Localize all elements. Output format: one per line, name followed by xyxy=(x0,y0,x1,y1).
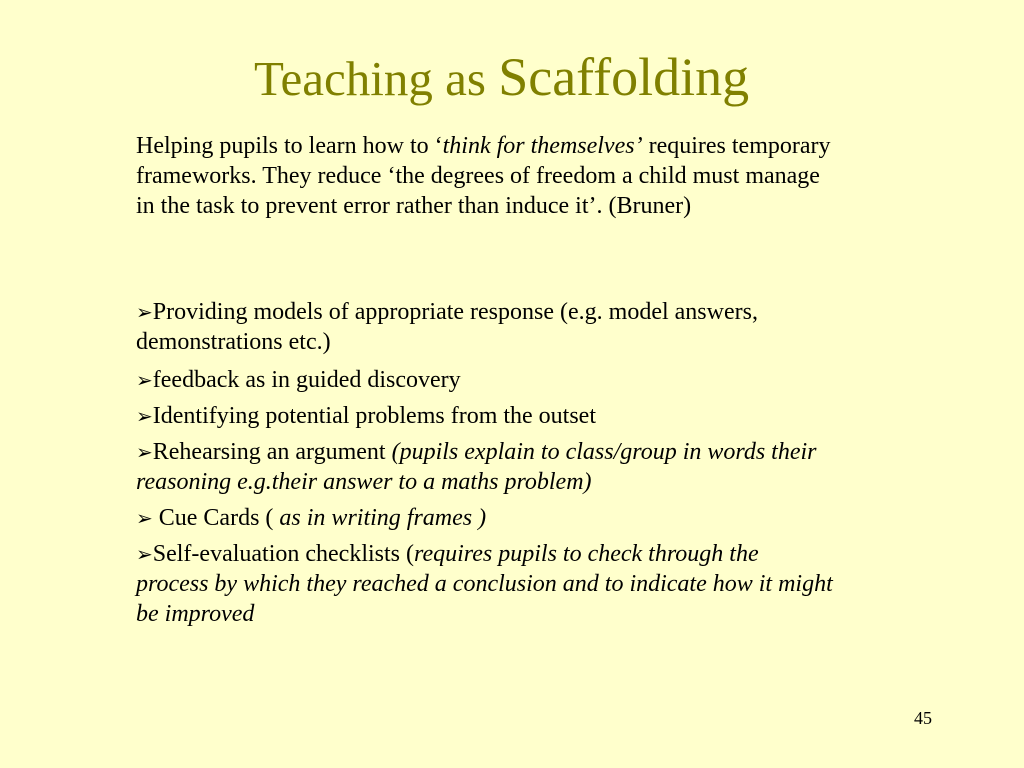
slide-title-part2: Scaffolding xyxy=(498,47,750,107)
arrow-bullet-icon: ➢ xyxy=(136,368,153,392)
bullet-text: Self-evaluation checklists ( xyxy=(152,541,415,567)
bullet-text: Cue Cards ( xyxy=(152,505,280,531)
bullet-item xyxy=(136,401,836,431)
bullet-italic: (pupils explain to class/group in words their reasoning e.g.their answer to a maths problem) xyxy=(136,439,817,495)
bullet-text: Providing models of appropriate response (e.g. model answers, demonstrations etc.) xyxy=(136,299,758,355)
bullet-italic: as in writing frames ) xyxy=(279,505,487,531)
slide-title xyxy=(254,47,750,107)
intro-text-before: Helping pupils to learn how to ‘ xyxy=(136,133,443,159)
intro-paragraph xyxy=(136,131,836,221)
arrow-bullet-icon: ➢ xyxy=(136,506,153,530)
bullet-item xyxy=(136,539,836,629)
bullet-item xyxy=(136,437,836,497)
bullet-italic: requires pupils to check through the process by which they reached a conclusion and to indicate how it might be improved xyxy=(136,541,833,627)
bullet-list xyxy=(136,297,836,635)
intro-emphasis: think for themselves’ xyxy=(442,133,643,159)
bullet-item xyxy=(136,297,836,357)
arrow-bullet-icon: ➢ xyxy=(136,300,153,324)
bullet-text: Rehearsing an argument xyxy=(152,439,392,465)
bullet-item xyxy=(136,365,836,395)
bullet-item xyxy=(136,503,836,533)
arrow-bullet-icon: ➢ xyxy=(136,440,153,464)
page-number: 45 xyxy=(914,708,932,728)
slide-title-part1: Teaching as xyxy=(254,51,499,106)
bullet-text: feedback as in guided discovery xyxy=(152,367,461,393)
arrow-bullet-icon: ➢ xyxy=(136,542,153,566)
arrow-bullet-icon: ➢ xyxy=(136,404,153,428)
bullet-text: Identifying potential problems from the outset xyxy=(152,403,597,429)
intro-text-after: requires temporary frameworks. They reduce ‘the degrees of freedom a child must manage in the task to prevent error rather than induce it’. (Bruner) xyxy=(136,133,831,219)
